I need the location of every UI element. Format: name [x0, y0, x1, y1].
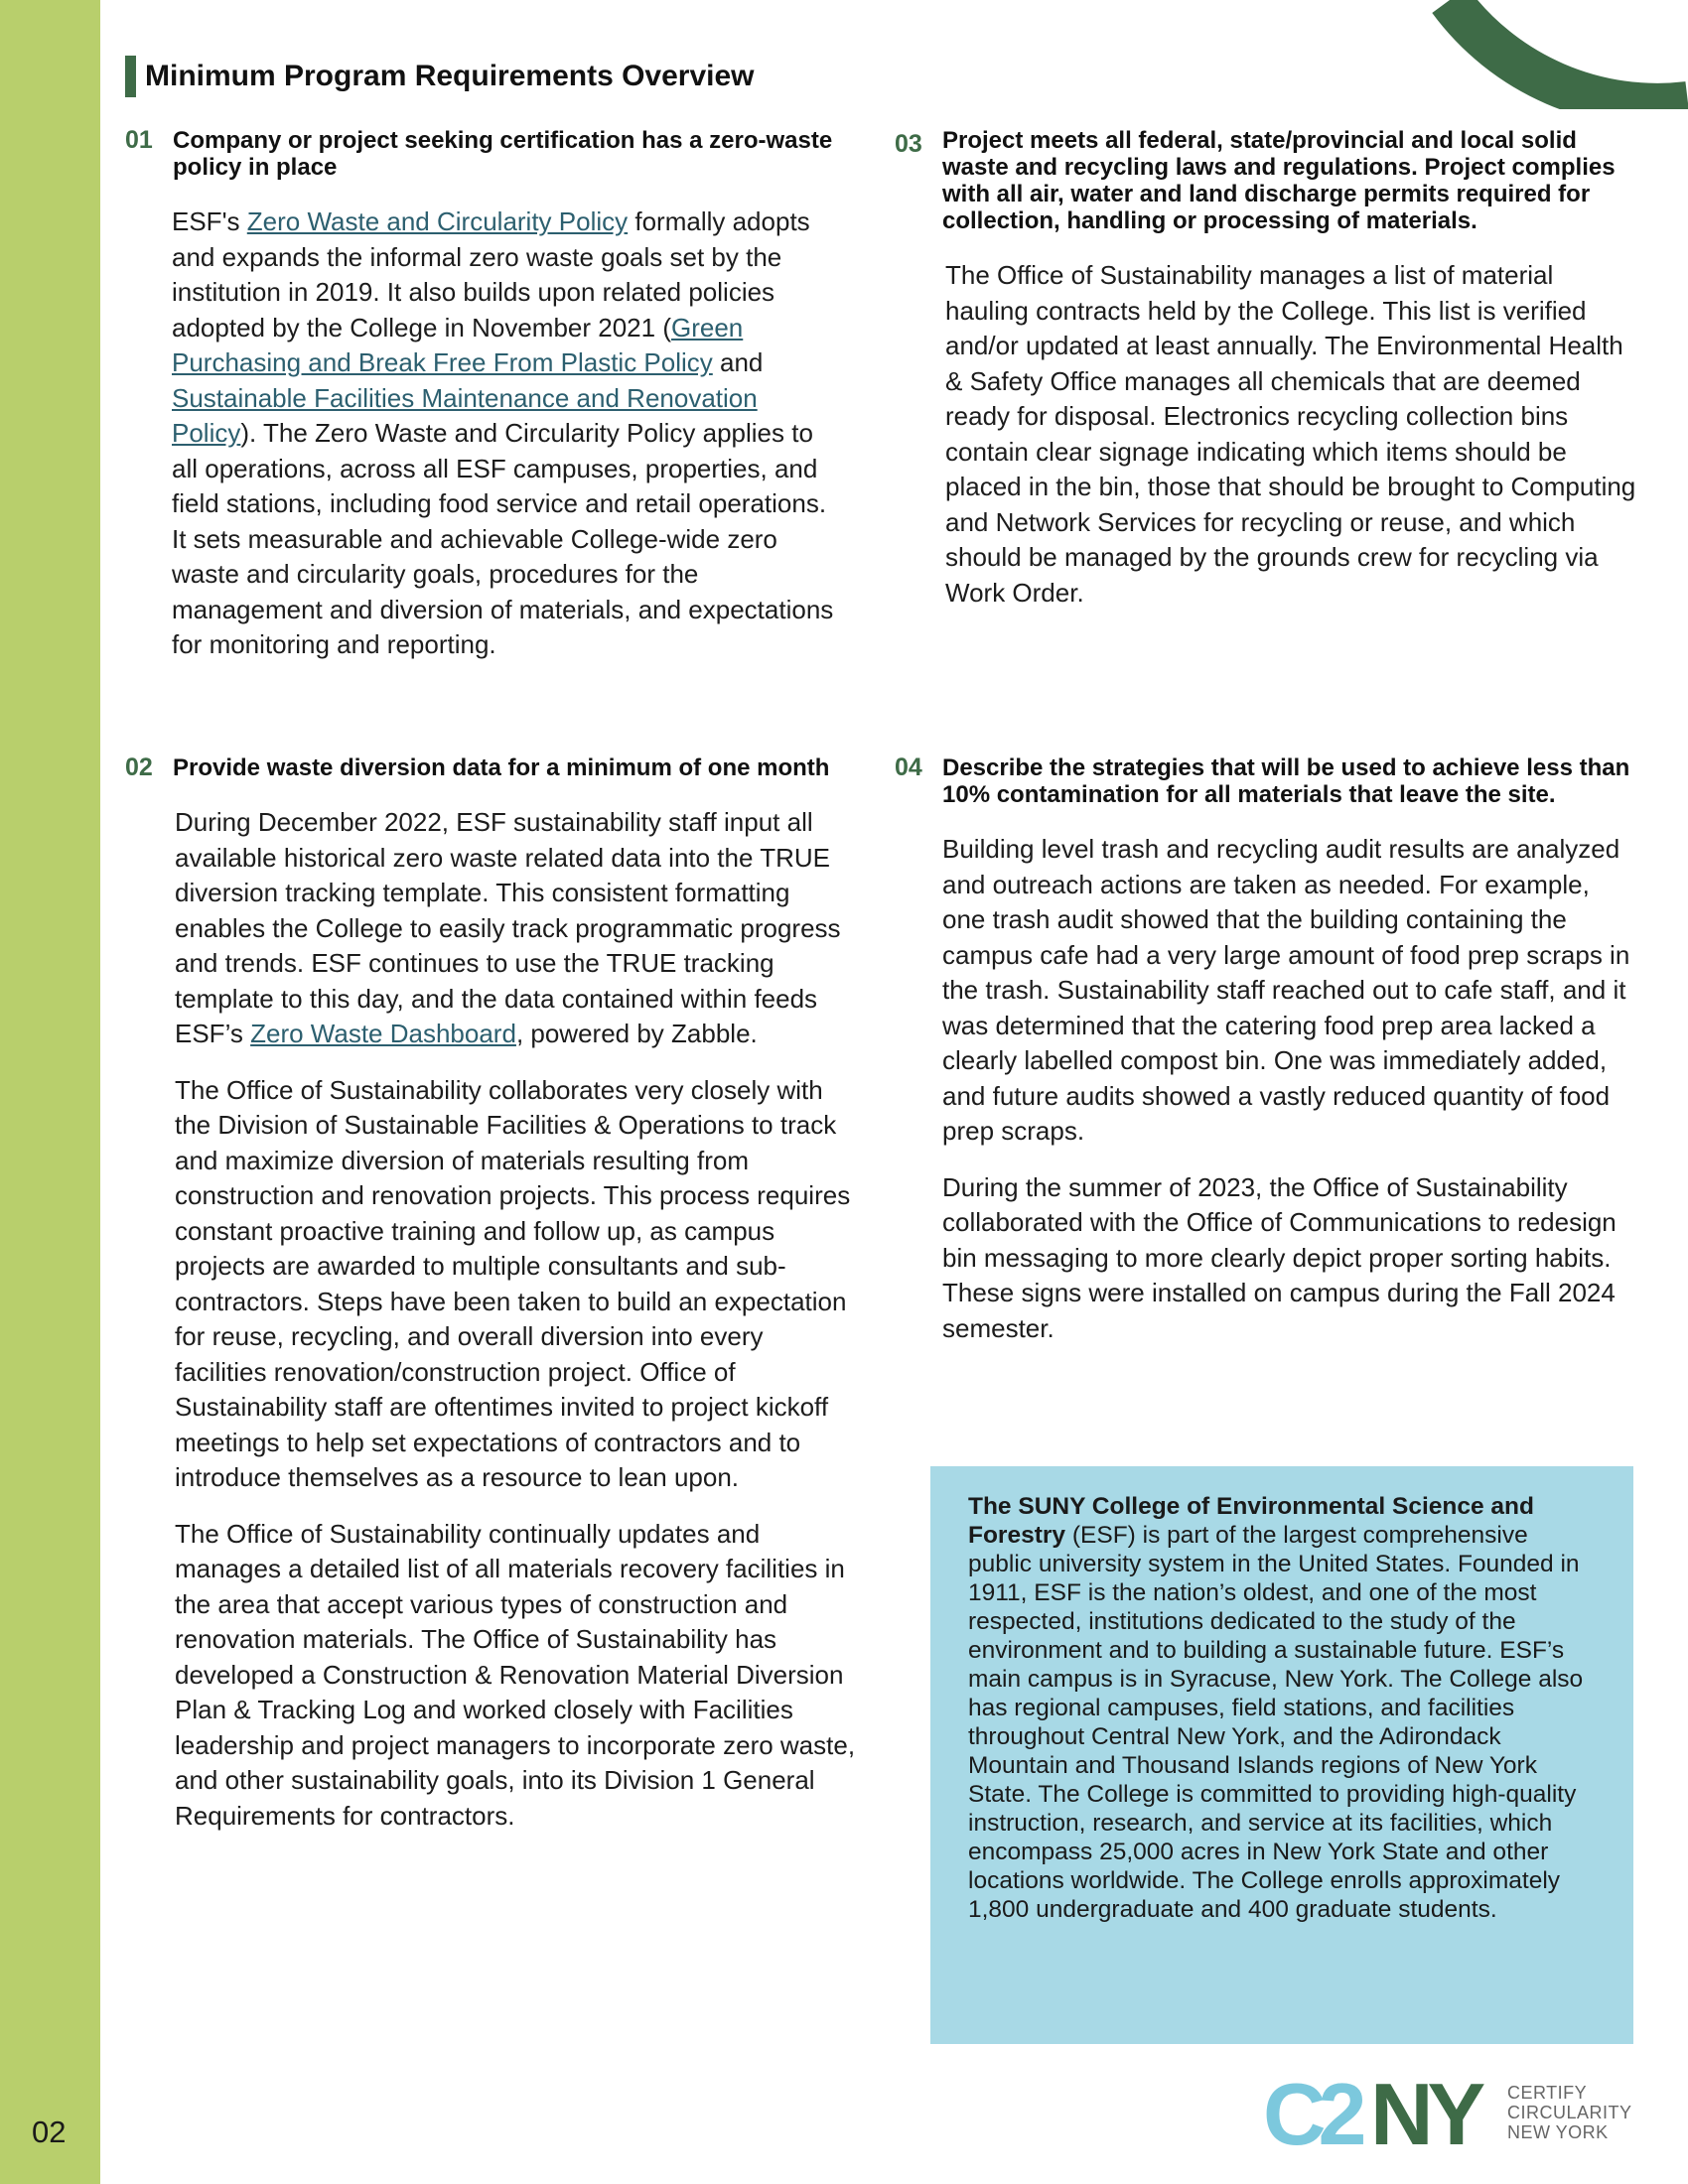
section-number: 02 — [125, 753, 153, 781]
section-body — [945, 258, 1639, 611]
left-sidebar-band — [0, 0, 100, 2184]
section-header — [895, 754, 1639, 808]
body-paragraph: The Office of Sustainability collaborates very closely with the Division of Sustainable Facilities & Operations to track and maximize diversion of materials resulting from construction and renovation projects. This process requires constant proactive training and follow up, as campus projects are awarded to multiple consultants and sub-contractors. Steps have been taken to build an expectation for reuse, recycling, and overall diversion into every facilities renovation/construction project. Office of Sustainability staff are oftentimes invited to project kickoff meetings to help set expectations of contractors and to introduce themselves as a resource to lean upon. — [175, 1074, 851, 1492]
section-body — [172, 205, 840, 663]
zero-waste-dashboard-link[interactable]: Zero Waste Dashboard — [250, 1019, 516, 1048]
section-02 — [125, 754, 860, 1834]
body-paragraph: During December 2022, ESF sustainability staff input all available historical zero waste related data into the TRUE diversion tracking template. This consistent formatting enables the College to easily track programmatic progress and trends. ESF continues to use the TRUE tracking template to this day, and the data contained within feeds ESF’s Zero Waste Dashboard, powered by Zabble. — [175, 807, 841, 1048]
info-box-bold-lead: The SUNY College of Environmental Science and Forestry — [968, 1493, 1534, 1549]
green-purchasing-policy-link[interactable]: Green Purchasing and Break Free From Plastic Policy — [172, 312, 744, 377]
section-header — [125, 754, 860, 781]
section-title: Project meets all federal, state/provincial and local solid waste and recycling laws and regulations. Project complies with all air, water and land discharge permits required for collection, handling or processing of materials. — [942, 127, 1616, 234]
section-title: Provide waste diversion data for a minimum of one month — [173, 754, 830, 781]
body-paragraph: Building level trash and recycling audit results are analyzed and outreach actions are taken as needed. For example, one trash audit showed that the building containing the campus cafe had a very large amount of food prep scraps in the trash. Sustainability staff reached out to cafe staff, and it was determined that the catering food prep area lacked a clearly labelled compost bin. One was immediately added, and future audits showed a vastly reduced quantity of food prep scraps. — [942, 834, 1630, 1146]
c2ny-logo-mark — [1263, 2075, 1493, 2150]
section-header — [895, 127, 1639, 234]
section-body — [175, 805, 860, 1834]
section-number: 04 — [895, 753, 922, 781]
body-paragraph: The Office of Sustainability continually updates and manages a detailed list of all materials recovery facilities in the area that accept various types of construction and renovation materials. The Office of Sustainability has developed a Construction & Renovation Material Diversion Plan & Tracking Log and worked closely with Facilities leadership and project managers to incorporate zero waste, and other sustainability goals, into its Division 1 General Requirements for contractors. — [175, 1518, 856, 1831]
body-paragraph: During the summer of 2023, the Office of Sustainability collaborated with the Office of Communications to redesign bin messaging to more clearly depict proper sorting habits. These signs were installed on campus during the Fall 2024 semester. — [942, 1171, 1617, 1343]
page-heading-block — [125, 56, 755, 97]
section-01 — [125, 127, 840, 663]
body-paragraph: The Office of Sustainability manages a list of material hauling contracts held by the College. This list is verified and/or updated at least annually. The Environmental Health & Safety Office manages all chemicals that are deemed ready for disposal. Electronics recycling collection bins contain clear signage indicating which items should be placed in the bin, those that should be brought to Computing and Network Services for recycling or reuse, and which should be managed by the grounds crew for recycling via Work Order. — [945, 260, 1636, 608]
body-paragraph: ESF's Zero Waste and Circularity Policy formally adopts and expands the informal zero waste goals set by the institution in 2019. It also builds upon related policies adopted by the College in November 2021 (Green Purchasing and Break Free From Plastic Policy and Sustainable Facilities Maintenance and Renovation Policy). The Zero Waste and Circularity Policy applies to all operations, across all ESF campuses, properties, and field stations, including food service and retail operations. It sets measurable and achievable College-wide zero waste and circularity goals, procedures for the management and diversion of materials, and expectations for monitoring and reporting. — [172, 206, 834, 659]
esf-info-box — [930, 1466, 1633, 2044]
section-04 — [895, 754, 1639, 1346]
svg-text:NY: NY — [1370, 2075, 1480, 2150]
page-title: Minimum Program Requirements Overview — [145, 60, 755, 92]
sustainable-facilities-policy-link[interactable]: Sustainable Facilities Maintenance and Renovation Policy — [172, 382, 758, 448]
logo-tagline: CERTIFY CIRCULARITY NEW YORK — [1507, 2083, 1632, 2142]
zero-waste-policy-link[interactable]: Zero Waste and Circularity Policy — [246, 206, 629, 236]
corner-arc-decoration — [1430, 0, 1688, 109]
page-number: 02 — [32, 2115, 67, 2149]
heading-accent-bar — [125, 56, 136, 97]
c2ny-logo — [1263, 2075, 1632, 2150]
section-header — [125, 127, 840, 181]
section-title: Company or project seeking certification has a zero-waste policy in place — [173, 127, 833, 181]
section-body — [942, 832, 1639, 1346]
section-number: 03 — [895, 130, 922, 158]
svg-text:C2: C2 — [1263, 2075, 1359, 2150]
section-number: 01 — [125, 126, 153, 154]
info-box-text: The SUNY College of Environmental Science and Forestry (ESF) is part of the largest comprehensive public university system in the United States. Founded in 1911, ESF is the nation’s oldest, and one of the most respected, institutions dedicated to the study of the environment and to building a sustainable future. ESF’s main campus is in Syracuse, New York. The College also has regional campuses, field stations, and facilities throughout Central New York, and the Adirondack Mountain and Thousand Islands regions of New York State. The College is committed to providing high-quality instruction, research, and service at its facilities, which encompass 25,000 acres in New York State and other locations worldwide. The College enrolls approximately 1,800 undergraduate and 400 graduate students. — [968, 1493, 1584, 1923]
section-title: Describe the strategies that will be used to achieve less than 10% contamination for all materials that leave the site. — [942, 754, 1630, 808]
section-03 — [895, 127, 1639, 611]
